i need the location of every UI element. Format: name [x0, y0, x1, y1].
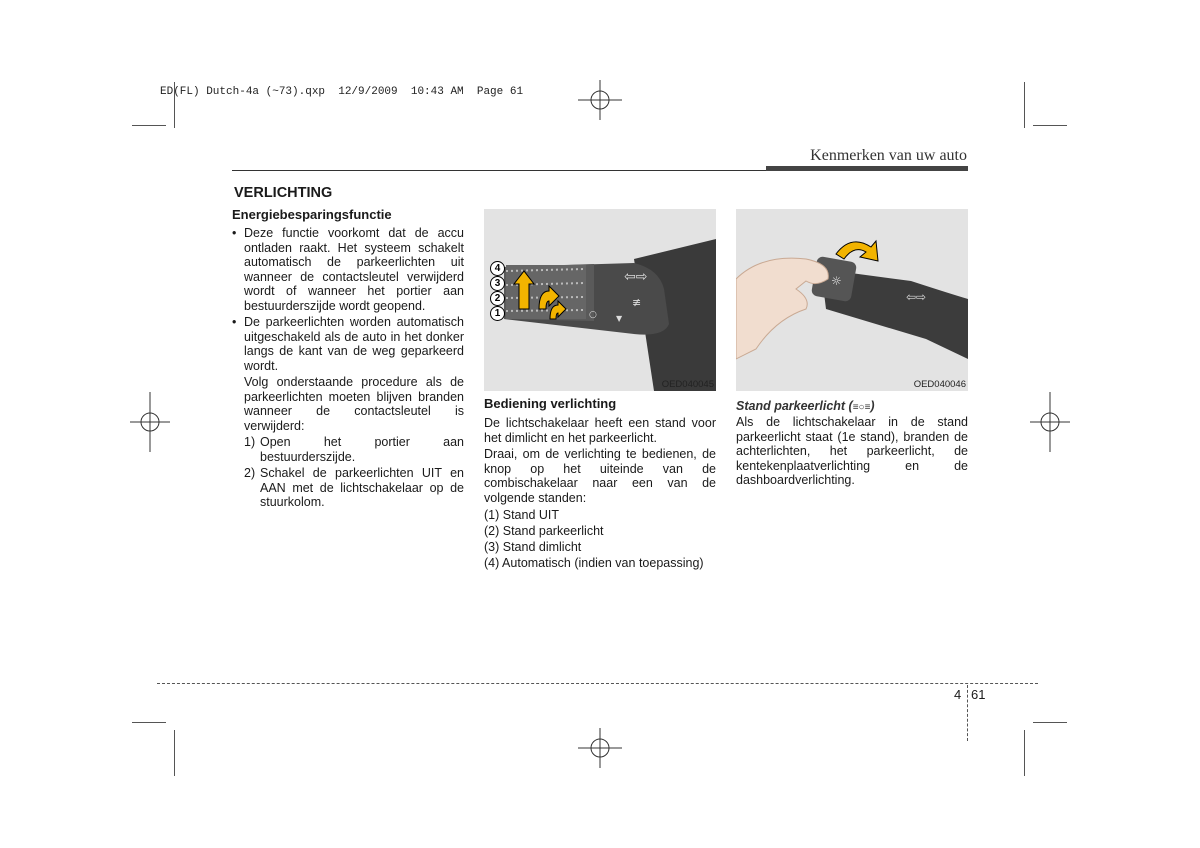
- position-label: 2: [490, 291, 505, 306]
- step-text: Schakel de parkeerlichten UIT en AAN met de lichtschakelaar op de stuurkolom.: [260, 466, 464, 509]
- crop-mark: [174, 730, 175, 776]
- footer-rule: [157, 683, 1038, 684]
- crop-mark: [1024, 730, 1025, 776]
- figure-light-switch-positions: [484, 209, 716, 391]
- step-number: 2): [244, 466, 256, 480]
- step-text: Open het portier aan bestuurderszijde.: [260, 435, 464, 464]
- step-item: [244, 466, 464, 510]
- svg-text:○: ○: [589, 310, 597, 320]
- position-item: (2) Stand parkeerlicht: [484, 524, 604, 538]
- registration-mark-left: [130, 392, 170, 452]
- svg-text:⇦⇨: ⇦⇨: [624, 269, 648, 285]
- bediening-para: Draai, om de verlichting te bedienen, de knop op het uiteinde van de combischakelaar naar een van de volgende standen:: [484, 447, 716, 505]
- svg-text:☼: ☼: [831, 274, 842, 288]
- parkeerlicht-text: Als de lichtschakelaar in de stand parkeerlicht staat (1e stand), branden de achterlichten, het parkeerlicht, de kentekenplaatverlichting en de dashboardverlichting.: [736, 415, 968, 487]
- figure-code: OED040045: [661, 379, 714, 390]
- parkeerlicht-title-text: Stand parkeerlicht (: [736, 399, 853, 413]
- position-label: 1: [490, 306, 505, 321]
- crop-mark: [132, 125, 166, 126]
- section-title: VERLICHTING: [234, 185, 333, 201]
- section-subtitle: Energiebesparingsfunctie: [232, 207, 392, 222]
- chapter-title: Kenmerken van uw auto: [810, 147, 967, 164]
- procedure-intro: Volg onderstaande procedure als de parkeerlichten moeten blijven branden wanneer de contactsleutel is verwijderd:: [244, 375, 464, 433]
- crop-mark: [1033, 722, 1067, 723]
- figure-hand-turning-switch: [736, 209, 968, 391]
- bullet-item: • Deze functie voorkomt dat de accu ontladen raakt. Het systeem schakelt automatisch de parkeerlichten uit wanneer de contactsleutel verwijderd wordt of wanneer het portier aan bestuurderszijde wordt geopend.: [232, 226, 464, 313]
- position-item: (1) Stand UIT: [484, 508, 560, 522]
- footer-chapter-number: 4: [954, 687, 962, 702]
- parkeerlicht-title: [736, 399, 875, 413]
- svg-text:≢: ≢: [632, 296, 642, 309]
- bediening-title: Bediening verlichting: [484, 396, 617, 411]
- position-label: 4: [490, 261, 505, 276]
- footer-divider: [967, 685, 968, 741]
- hand-illustration: [736, 209, 968, 391]
- svg-text:▼: ▼: [616, 314, 623, 323]
- position-label: 3: [490, 276, 505, 291]
- registration-mark-top: [578, 80, 622, 120]
- footer-page-number: 61: [971, 687, 986, 702]
- parking-light-icon: ≡○≡: [852, 402, 871, 413]
- stalk-illustration: [484, 209, 716, 391]
- print-slug: ED(FL) Dutch-4a (~73).qxp 12/9/2009 10:43 AM Page 61: [160, 86, 524, 98]
- crop-mark: [1024, 82, 1025, 128]
- svg-text:⇦⇨: ⇦⇨: [906, 290, 927, 304]
- bediening-para: De lichtschakelaar heeft een stand voor het dimlicht en het parkeerlicht.: [484, 416, 716, 445]
- column-left: [232, 226, 464, 512]
- column-middle: [484, 416, 716, 571]
- crop-mark: [1033, 125, 1067, 126]
- figure-code: OED040046: [913, 379, 966, 390]
- position-item: (4) Automatisch (indien van toepassing): [484, 556, 704, 570]
- step-number: 1): [244, 435, 256, 449]
- header-bar: [766, 166, 968, 171]
- bullet-item: • De parkeerlichten worden automatisch uitgeschakeld als de auto in het donker langs de kant van de weg geparkeerd wordt.: [232, 315, 464, 373]
- position-item: (3) Stand dimlicht: [484, 540, 582, 554]
- registration-mark-bottom: [578, 728, 622, 768]
- parkeerlicht-title-close: ): [870, 399, 875, 413]
- step-item: [244, 435, 464, 464]
- crop-mark: [132, 722, 166, 723]
- registration-mark-right: [1030, 392, 1070, 452]
